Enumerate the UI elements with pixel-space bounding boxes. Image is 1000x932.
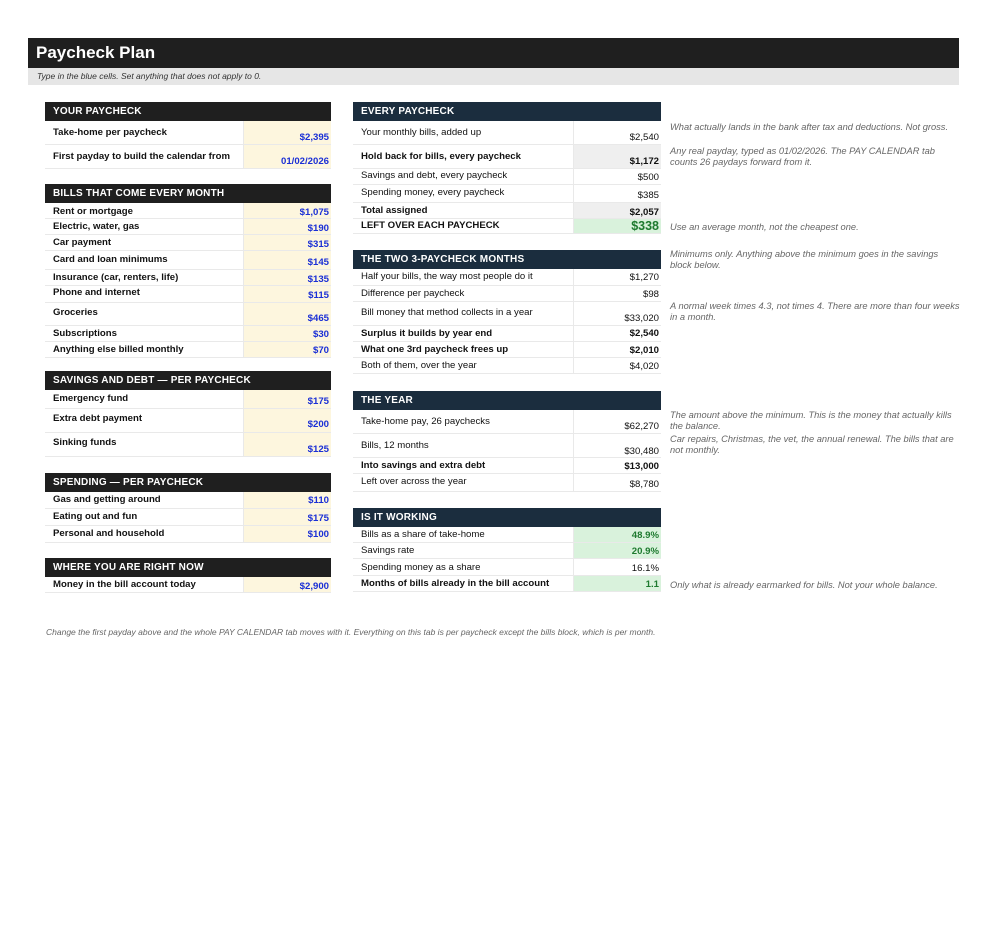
row-value: $2,057 <box>629 207 659 218</box>
input-row <box>45 526 331 543</box>
row-label: Bills as a share of take-home <box>361 529 485 540</box>
row-label: Savings rate <box>361 545 415 556</box>
row-label: Surplus it builds by year end <box>361 328 493 339</box>
input-row <box>45 303 331 326</box>
input-row <box>45 251 331 270</box>
row-label: Anything else billed monthly <box>53 344 184 355</box>
row-label: Emergency fund <box>53 393 129 404</box>
input-row <box>45 326 331 342</box>
row-label: Eating out and fun <box>53 511 138 522</box>
input-row <box>45 433 331 457</box>
result-row <box>353 169 661 185</box>
note-average: Use an average month, not the cheapest one. <box>670 222 859 232</box>
row-label: Money in the bill account today <box>53 579 196 590</box>
result-row <box>353 219 661 234</box>
row-label: Total assigned <box>361 205 428 216</box>
row-label: Sinking funds <box>53 437 117 448</box>
row-value: $62,270 <box>624 421 659 432</box>
row-label: Hold back for bills, every paycheck <box>361 151 521 162</box>
result-row <box>353 576 661 592</box>
row-label: Take-home pay, 26 paychecks <box>361 416 490 427</box>
savings-input[interactable]: $200 <box>307 419 329 430</box>
result-row <box>353 527 661 543</box>
note-takehome: What actually lands in the bank after tax and deductions. Not gross. <box>670 122 949 132</box>
row-label: Bill money that method collects in a year <box>361 307 533 318</box>
input-row <box>45 577 331 593</box>
note-groceries: A normal week times 4.3, not times 4. There are more than four weeks in a month. <box>670 301 960 322</box>
input-row <box>45 121 331 145</box>
row-value: $500 <box>637 172 659 183</box>
input-row <box>45 409 331 433</box>
row-label: Months of bills already in the bill account <box>361 578 550 589</box>
note-payday: Any real payday, typed as 01/02/2026. The PAY CALENDAR tab counts 26 paydays forward from it. <box>670 146 935 167</box>
result-row <box>353 474 661 492</box>
note-sinking: Car repairs, Christmas, the vet, the annual renewal. The bills that are not monthly. <box>670 434 954 455</box>
row-label: Spending money, every paycheck <box>361 187 505 198</box>
row-label: LEFT OVER EACH PAYCHECK <box>361 220 500 231</box>
row-value: 48.9% <box>631 530 659 541</box>
result-row <box>353 434 661 458</box>
input-row <box>45 509 331 526</box>
row-label: Into savings and extra debt <box>361 460 486 471</box>
row-label: Your monthly bills, added up <box>361 127 482 138</box>
row-value: $2,540 <box>629 132 659 143</box>
input-row <box>45 286 331 303</box>
page-title: Paycheck Plan <box>28 38 959 68</box>
result-row <box>353 543 661 559</box>
row-label: Bills, 12 months <box>361 440 429 451</box>
bill-input[interactable]: $315 <box>307 239 329 250</box>
every-paycheck-header: EVERY PAYCHECK <box>353 102 661 121</box>
row-value: 20.9% <box>631 546 659 557</box>
left-over-value: $338 <box>631 219 659 233</box>
spending-panel <box>45 473 331 543</box>
row-label: Half your bills, the way most people do it <box>361 271 533 282</box>
row-value: $2,010 <box>629 345 659 356</box>
bill-input[interactable]: $190 <box>307 223 329 234</box>
row-value: $385 <box>637 190 659 201</box>
bill-input[interactable]: $145 <box>307 257 329 268</box>
input-row <box>45 390 331 409</box>
bill-input[interactable]: $135 <box>307 274 329 285</box>
result-row <box>353 559 661 576</box>
row-value: $33,020 <box>624 313 659 324</box>
right-now-header: WHERE YOU ARE RIGHT NOW <box>45 558 331 577</box>
page-instructions: Type in the blue cells. Set anything that does not apply to 0. <box>28 68 959 85</box>
input-row <box>45 270 331 286</box>
result-row <box>353 342 661 358</box>
bills-monthly-header: BILLS THAT COME EVERY MONTH <box>45 184 331 203</box>
input-row <box>45 492 331 509</box>
row-value: 1.1 <box>645 579 659 590</box>
row-value: $2,540 <box>629 328 659 339</box>
note-minimums: Minimums only. Anything above the minimum goes in the savings block below. <box>670 249 939 270</box>
row-label: First payday to build the calendar from <box>53 151 230 162</box>
row-value: $30,480 <box>624 446 659 457</box>
bill-input[interactable]: $465 <box>307 313 329 324</box>
first-payday-input[interactable]: 01/02/2026 <box>280 156 329 167</box>
spending-input[interactable]: $100 <box>307 529 329 540</box>
result-row <box>353 269 661 286</box>
row-label: Both of them, over the year <box>361 360 477 371</box>
row-label: Take-home per paycheck <box>53 127 167 138</box>
row-value: $1,172 <box>629 156 659 167</box>
row-label: Spending money as a share <box>361 562 481 573</box>
input-row <box>45 145 331 169</box>
result-row <box>353 203 661 219</box>
result-row <box>353 358 661 374</box>
savings-debt-panel <box>45 371 331 457</box>
right-now-panel <box>45 558 331 593</box>
three-paycheck-panel <box>353 250 661 374</box>
row-label: Electric, water, gas <box>53 221 140 232</box>
spending-input[interactable]: $110 <box>308 495 329 506</box>
bill-input[interactable]: $1,075 <box>299 207 329 218</box>
is-it-working-panel <box>353 508 661 592</box>
row-label: Subscriptions <box>53 328 117 339</box>
row-label: Extra debt payment <box>53 413 143 424</box>
note-extra-debt: The amount above the minimum. This is the money that actually kills the balance. <box>670 410 952 431</box>
bill-input[interactable]: $30 <box>312 329 329 340</box>
row-value: $1,270 <box>629 272 659 283</box>
bills-monthly-panel <box>45 184 331 358</box>
your-paycheck-header: YOUR PAYCHECK <box>45 102 331 121</box>
the-year-header: THE YEAR <box>353 391 661 410</box>
spending-header: SPENDING — PER PAYCHECK <box>45 473 331 492</box>
row-label: Groceries <box>53 307 98 318</box>
input-row <box>45 342 331 358</box>
spending-input[interactable]: $175 <box>307 513 329 524</box>
is-it-working-header: IS IT WORKING <box>353 508 661 527</box>
note-bill-account: Only what is already earmarked for bills. Not your whole balance. <box>670 580 938 590</box>
row-label: Gas and getting around <box>53 494 161 505</box>
row-label: Left over across the year <box>361 476 467 487</box>
row-label: Personal and household <box>53 528 165 539</box>
row-label: Insurance (car, renters, life) <box>53 272 179 283</box>
row-value: $8,780 <box>629 479 659 490</box>
result-row <box>353 326 661 342</box>
row-value: 16.1% <box>631 563 659 574</box>
input-row <box>45 203 331 219</box>
row-label: Savings and debt, every paycheck <box>361 170 508 181</box>
row-value: $4,020 <box>629 361 659 372</box>
result-row <box>353 185 661 203</box>
savings-debt-header: SAVINGS AND DEBT — PER PAYCHECK <box>45 371 331 390</box>
row-value: $13,000 <box>624 461 659 472</box>
bill-input[interactable]: $70 <box>312 345 329 356</box>
result-row <box>353 286 661 302</box>
input-row <box>45 235 331 251</box>
result-row <box>353 121 661 145</box>
row-label: Phone and internet <box>53 287 140 298</box>
your-paycheck-panel <box>45 102 331 169</box>
result-row <box>353 410 661 434</box>
takehome-input[interactable]: $2,395 <box>299 132 329 143</box>
savings-input[interactable]: $125 <box>307 444 329 455</box>
row-label: Car payment <box>53 237 112 248</box>
input-row <box>45 219 331 235</box>
result-row <box>353 145 661 169</box>
row-value: $98 <box>642 289 659 300</box>
row-label: Card and loan minimums <box>53 254 168 265</box>
savings-input[interactable]: $175 <box>307 396 329 407</box>
footer-note: Change the first payday above and the whole PAY CALENDAR tab moves with it. Everything on this tab is per paycheck except the bills block, which is per month. <box>46 627 656 637</box>
bill-account-input[interactable]: $2,900 <box>299 581 329 592</box>
row-label: Rent or mortgage <box>53 206 133 217</box>
row-label: Difference per paycheck <box>361 288 465 299</box>
result-row <box>353 302 661 326</box>
row-label: What one 3rd paycheck frees up <box>361 344 509 355</box>
every-paycheck-panel <box>353 102 661 234</box>
bill-input[interactable]: $115 <box>308 290 329 301</box>
three-paycheck-header: THE TWO 3-PAYCHECK MONTHS <box>353 250 661 269</box>
result-row <box>353 458 661 474</box>
the-year-panel <box>353 391 661 492</box>
